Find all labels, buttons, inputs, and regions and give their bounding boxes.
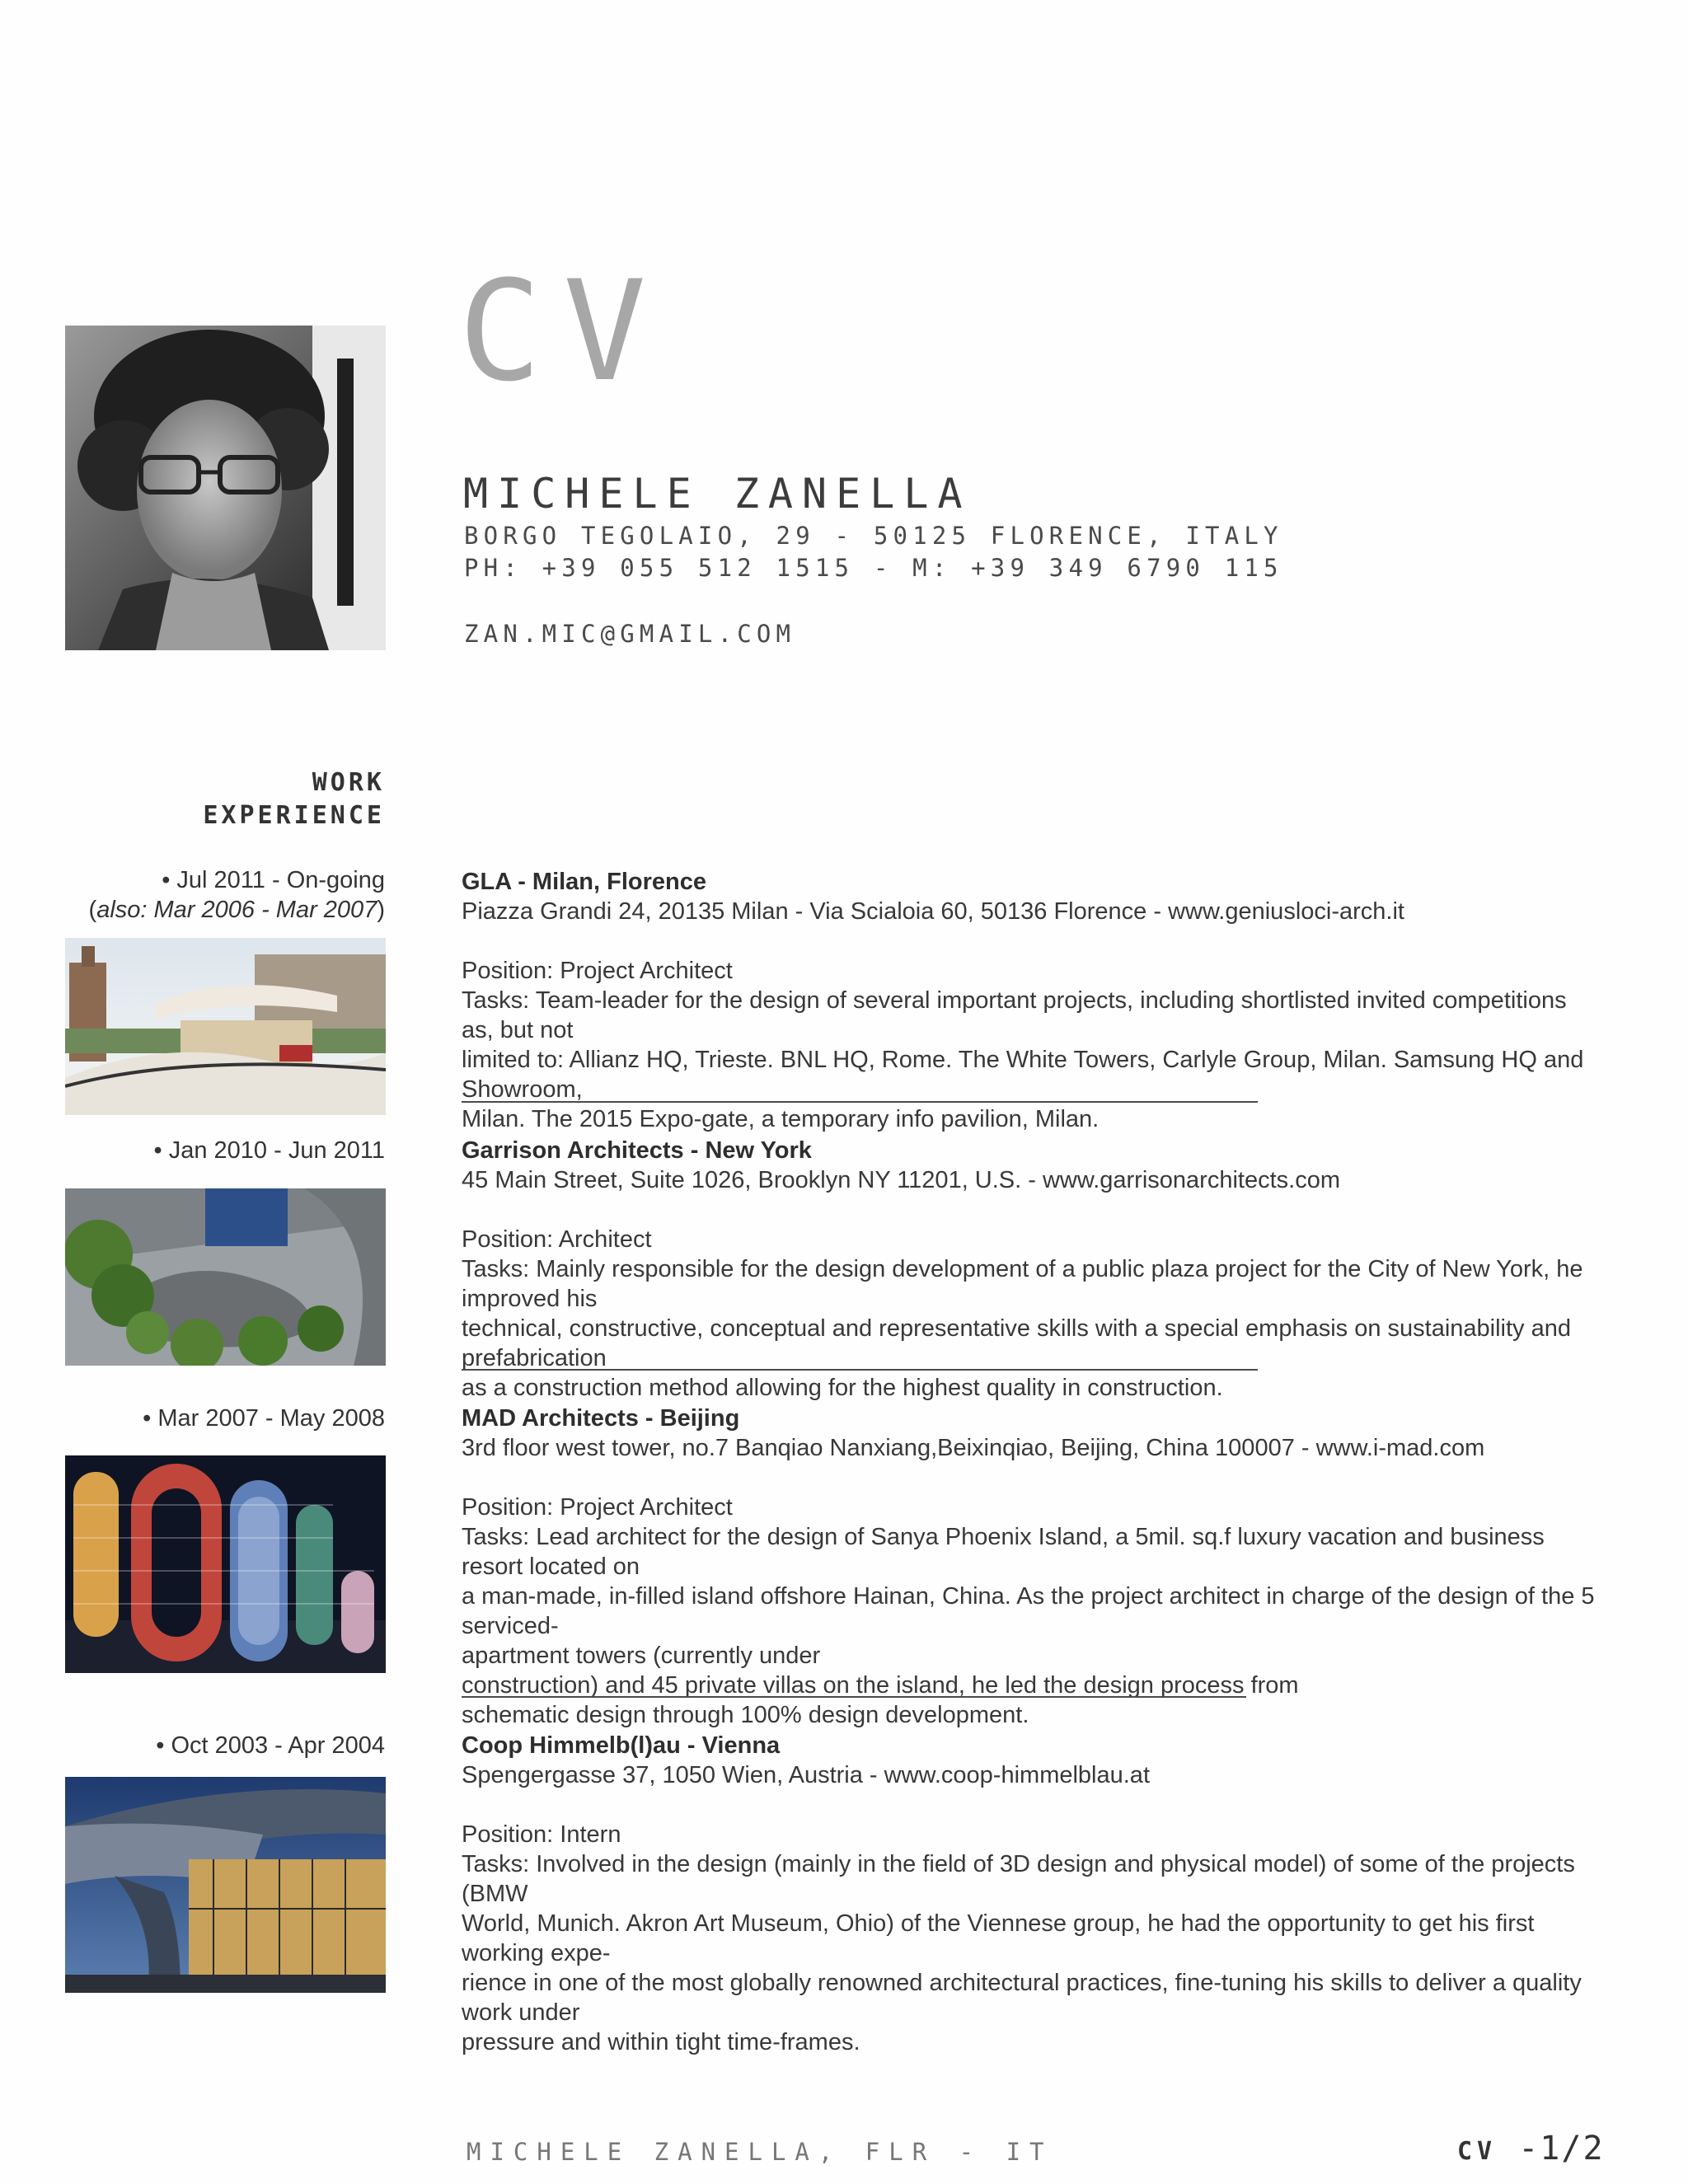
tasks-line: Tasks: Involved in the design (mainly in the field of 3D design and physical model) of some of the projects (BMW xyxy=(462,1851,1575,1907)
tasks-line: Tasks: Lead architect for the design of Sanya Phoenix Island, a 5mil. sq.f luxury vacation and business resort located on xyxy=(462,1524,1545,1580)
position: Position: Project Architect xyxy=(462,958,733,984)
company-name: GLA - Milan, Florence xyxy=(462,869,707,895)
project-image-garrison xyxy=(65,1188,386,1366)
phone-line: PH: +39 055 512 1515 - M: +39 349 6790 115 xyxy=(464,554,1283,582)
cv-title: CV xyxy=(458,251,668,412)
divider xyxy=(462,1696,1246,1698)
section-heading-line: EXPERIENCE xyxy=(203,801,385,830)
company-address: Piazza Grandi 24, 20135 Milan - Via Scialoia 60, 50136 Florence - www.geniusloci-arch.it xyxy=(462,898,1404,925)
job-date xyxy=(66,1731,385,1760)
tasks-line: technical, constructive, conceptual and representative skills with a special emphasis on sustainability and prefabrication xyxy=(462,1315,1571,1371)
page-number xyxy=(1457,2130,1605,2168)
tasks-line: Milan. The 2015 Expo-gate, a temporary info pavilion, Milan. xyxy=(462,1106,1100,1132)
project-image-mad xyxy=(65,1455,386,1673)
date-range: • Mar 2007 - May 2008 xyxy=(143,1405,385,1432)
section-heading-work-experience xyxy=(132,766,385,832)
footer-name: MICHELE ZANELLA, FLR - IT xyxy=(467,2138,1053,2166)
job-entry-coop-himmelblau xyxy=(462,1731,1599,2057)
date-range-also: (also: Mar 2006 - Mar 2007) xyxy=(88,897,385,923)
tasks-line: World, Munich. Akron Art Museum, Ohio) of the Viennese group, he had the opportunity to get his first working expe- xyxy=(462,1910,1535,1966)
tasks-line: as a construction method allowing for the highest quality in construction. xyxy=(462,1375,1223,1401)
job-entry-gla xyxy=(462,867,1599,1134)
tasks-line: Tasks: Team-leader for the design of several important projects, including shortlisted invited competitions as, but not xyxy=(462,987,1567,1043)
tasks-line: apartment towers (currently under xyxy=(462,1643,821,1669)
job-date xyxy=(66,1136,385,1165)
address-line: BORGO TEGOLAIO, 29 - 50125 FLORENCE, ITALY xyxy=(464,522,1283,550)
tasks-line: limited to: Allianz HQ, Trieste. BNL HQ, Rome. The White Towers, Carlyle Group, Milan. Samsung HQ and Showroom, xyxy=(462,1047,1584,1103)
company-address: 45 Main Street, Suite 1026, Brooklyn NY 11201, U.S. - www.garrisonarchitects.com xyxy=(462,1167,1340,1193)
divider xyxy=(462,1101,1258,1103)
tasks-line: a man-made, in-filled island offshore Hainan, China. As the project architect in charge of the design of the 5 serviced- xyxy=(462,1583,1595,1639)
date-range: • Oct 2003 - Apr 2004 xyxy=(156,1732,385,1759)
project-image-coop-himmelblau xyxy=(65,1777,386,1993)
job-date xyxy=(66,1404,385,1433)
company-name: MAD Architects - Beijing xyxy=(462,1405,740,1432)
company-name: Coop Himmelb(l)au - Vienna xyxy=(462,1732,781,1759)
divider xyxy=(462,1369,1258,1371)
job-entry-garrison xyxy=(462,1136,1599,1403)
company-address: Spengergasse 37, 1050 Wien, Austria - www.coop-himmelblau.at xyxy=(462,1762,1150,1788)
profile-photo xyxy=(65,326,386,650)
project-image-gla xyxy=(65,938,386,1115)
position: Position: Project Architect xyxy=(462,1494,733,1521)
full-name: MICHELE ZANELLA xyxy=(463,470,972,518)
company-address: 3rd floor west tower, no.7 Banqiao Nanxiang,Beixinqiao, Beijing, China 100007 - www.i-mad.com xyxy=(462,1435,1485,1461)
company-name: Garrison Architects - New York xyxy=(462,1137,812,1164)
tasks-line: rience in one of the most globally renowned architectural practices, fine-tuning his skills to deliver a quality work under xyxy=(462,1970,1582,2026)
job-date xyxy=(66,865,385,925)
email-address[interactable]: ZAN.MIC@GMAIL.COM xyxy=(464,620,796,648)
tasks-line: pressure and within tight time-frames. xyxy=(462,2029,860,2055)
tasks-line: Tasks: Mainly responsible for the design development of a public plaza project for the City of New York, he improved his xyxy=(462,1256,1583,1312)
section-heading-line: WORK xyxy=(312,768,385,797)
date-range: • Jul 2011 - On-going xyxy=(162,867,385,893)
job-entry-mad xyxy=(462,1404,1599,1730)
tasks-line: construction) and 45 private villas on the island, he led the design process from xyxy=(462,1672,1299,1699)
position: Position: Intern xyxy=(462,1821,621,1848)
date-range: • Jan 2010 - Jun 2011 xyxy=(153,1137,385,1164)
tasks-line: schematic design through 100% design development. xyxy=(462,1702,1029,1728)
page-indicator: -1/2 xyxy=(1518,2130,1605,2168)
footer-cv-label: CV xyxy=(1457,2137,1498,2166)
position: Position: Architect xyxy=(462,1226,652,1253)
